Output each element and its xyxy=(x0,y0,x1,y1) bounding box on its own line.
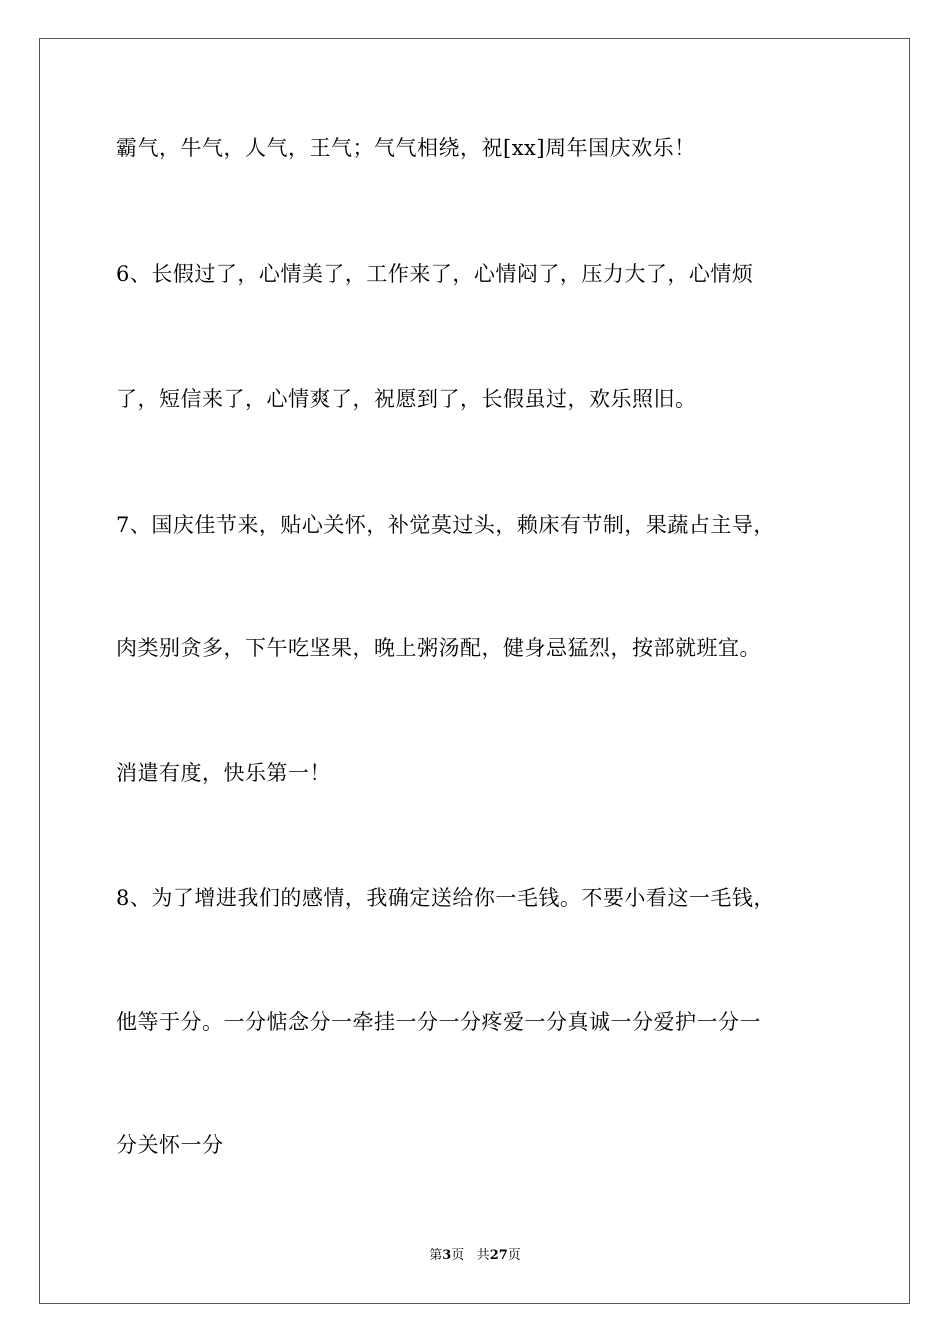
text-line-2: 6、长假过了，心情美了，工作来了，心情闷了，压力大了，心情烦 xyxy=(116,262,754,286)
text-line-5: 肉类别贪多，下午吃坚果，晚上粥汤配，健身忌猛烈，按部就班宜。 xyxy=(116,636,761,660)
page-footer xyxy=(0,1247,950,1265)
page-suffix: 页 xyxy=(451,1248,465,1263)
text-line-1: 霸气，牛气，人气，王气；气气相绕，祝[xx]周年国庆欢乐！ xyxy=(116,136,696,160)
text-line-9: 分关怀一分 xyxy=(116,1133,224,1157)
total-suffix: 页 xyxy=(507,1248,521,1263)
page-current: 3 xyxy=(442,1248,452,1263)
text-line-7: 8、为了增进我们的感情，我确定送给你一毛钱。不要小看这一毛钱， xyxy=(116,886,775,910)
text-line-3: 了，短信来了，心情爽了，祝愿到了，长假虽过，欢乐照旧。 xyxy=(116,387,697,411)
text-line-6: 消遣有度，快乐第一！ xyxy=(116,761,331,785)
page-prefix: 第 xyxy=(429,1248,443,1263)
text-line-4: 7、国庆佳节来，贴心关怀，补觉莫过头，赖床有节制，果蔬占主导， xyxy=(116,513,775,537)
page-total: 27 xyxy=(489,1248,508,1263)
total-prefix: 共 xyxy=(476,1248,490,1263)
text-line-8: 他等于分。一分惦念分一牵挂一分一分疼爱一分真诚一分爱护一分一 xyxy=(116,1010,761,1034)
page-border xyxy=(39,38,910,1304)
